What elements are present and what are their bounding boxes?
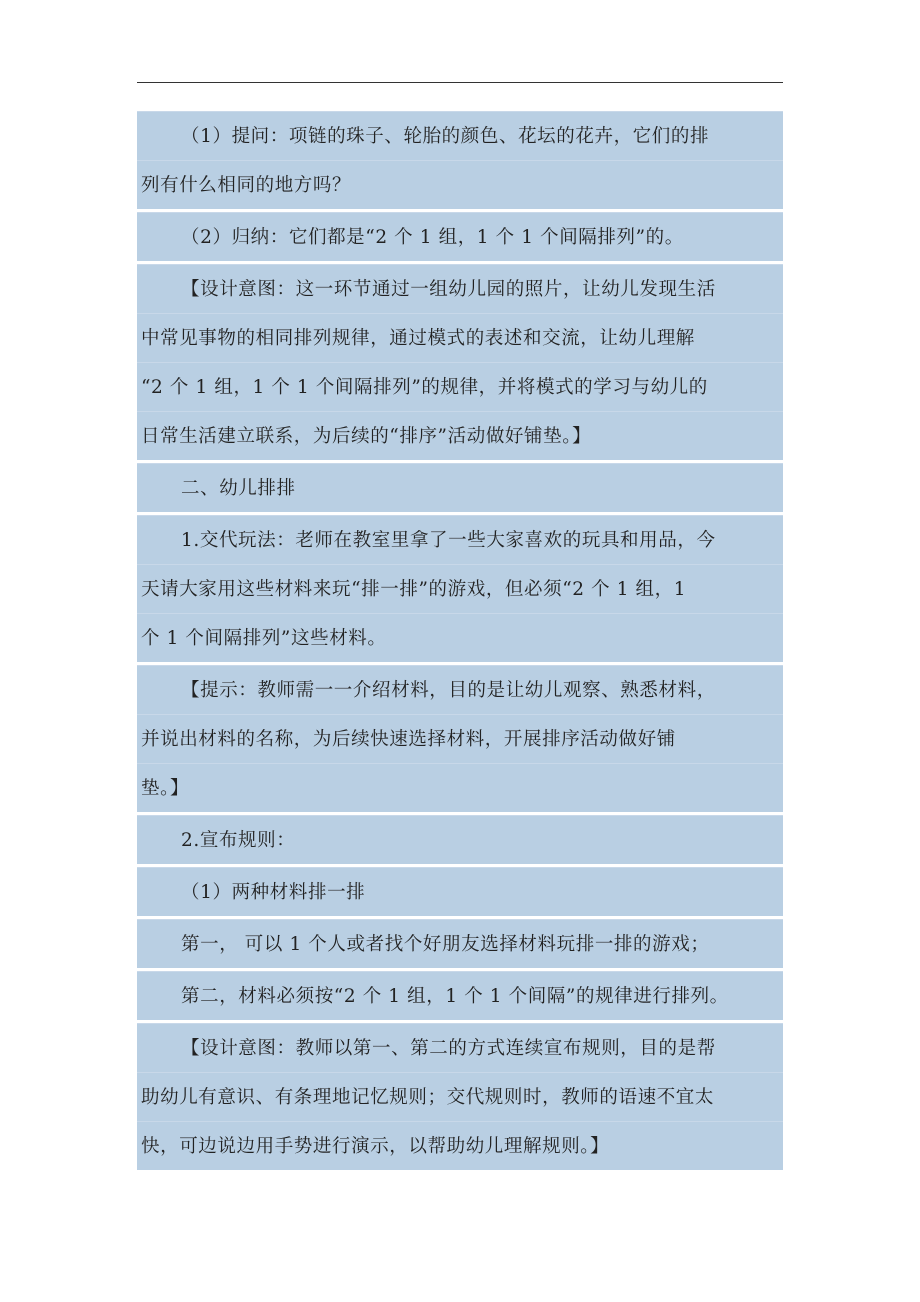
paragraph-rule-second <box>137 971 783 1020</box>
text-line: 中常见事物的相同排列规律，通过模式的表述和交流，让幼儿理解 <box>137 313 783 362</box>
text-line: 天请大家用这些材料来玩“排一排”的游戏，但必须“2 个 1 组，1 <box>137 564 783 613</box>
text-line: 2.宣布规则： <box>137 815 783 864</box>
paragraph-rule-subheading <box>137 867 783 916</box>
paragraph-hint <box>137 665 783 812</box>
text-line: 第二，材料必须按“2 个 1 组，1 个 1 个间隔”的规律进行排列。 <box>137 971 783 1020</box>
text-line: 【提示：教师需一一介绍材料，目的是让幼儿观察、熟悉材料， <box>137 665 783 714</box>
text-line: 第一， 可以 1 个人或者找个好朋友选择材料玩排一排的游戏； <box>137 919 783 968</box>
text-line: 助幼儿有意识、有条理地记忆规则；交代规则时，教师的语速不宜太 <box>137 1072 783 1121</box>
text-line: 1.交代玩法：老师在教室里拿了一些大家喜欢的玩具和用品，今 <box>137 515 783 564</box>
text-line: 个 1 个间隔排列”这些材料。 <box>137 613 783 662</box>
document-body <box>137 111 783 1173</box>
paragraph-summary <box>137 212 783 261</box>
paragraph-question <box>137 111 783 209</box>
text-line: 快，可边说边用手势进行演示，以帮助幼儿理解规则。】 <box>137 1121 783 1170</box>
text-line: 垫。】 <box>137 763 783 812</box>
paragraph-rules-heading <box>137 815 783 864</box>
paragraph-gameplay <box>137 515 783 662</box>
text-line: （1）提问：项链的珠子、轮胎的颜色、花坛的花卉，它们的排 <box>137 111 783 160</box>
text-line: “2 个 1 组，1 个 1 个间隔排列”的规律，并将模式的学习与幼儿的 <box>137 362 783 411</box>
paragraph-design-intent-2 <box>137 1023 783 1170</box>
text-line: 【设计意图：教师以第一、第二的方式连续宣布规则，目的是帮 <box>137 1023 783 1072</box>
header-rule <box>137 82 783 83</box>
text-line: （1）两种材料排一排 <box>137 867 783 916</box>
paragraph-rule-first <box>137 919 783 968</box>
text-line: （2）归纳：它们都是“2 个 1 组，1 个 1 个间隔排列”的。 <box>137 212 783 261</box>
text-line: 【设计意图：这一环节通过一组幼儿园的照片，让幼儿发现生活 <box>137 264 783 313</box>
text-line: 并说出材料的名称，为后续快速选择材料，开展排序活动做好铺 <box>137 714 783 763</box>
text-line: 日常生活建立联系，为后续的“排序”活动做好铺垫。】 <box>137 411 783 460</box>
section-heading <box>137 463 783 512</box>
text-line: 列有什么相同的地方吗？ <box>137 160 783 209</box>
text-line: 二、幼儿排排 <box>137 463 783 512</box>
paragraph-design-intent-1 <box>137 264 783 460</box>
